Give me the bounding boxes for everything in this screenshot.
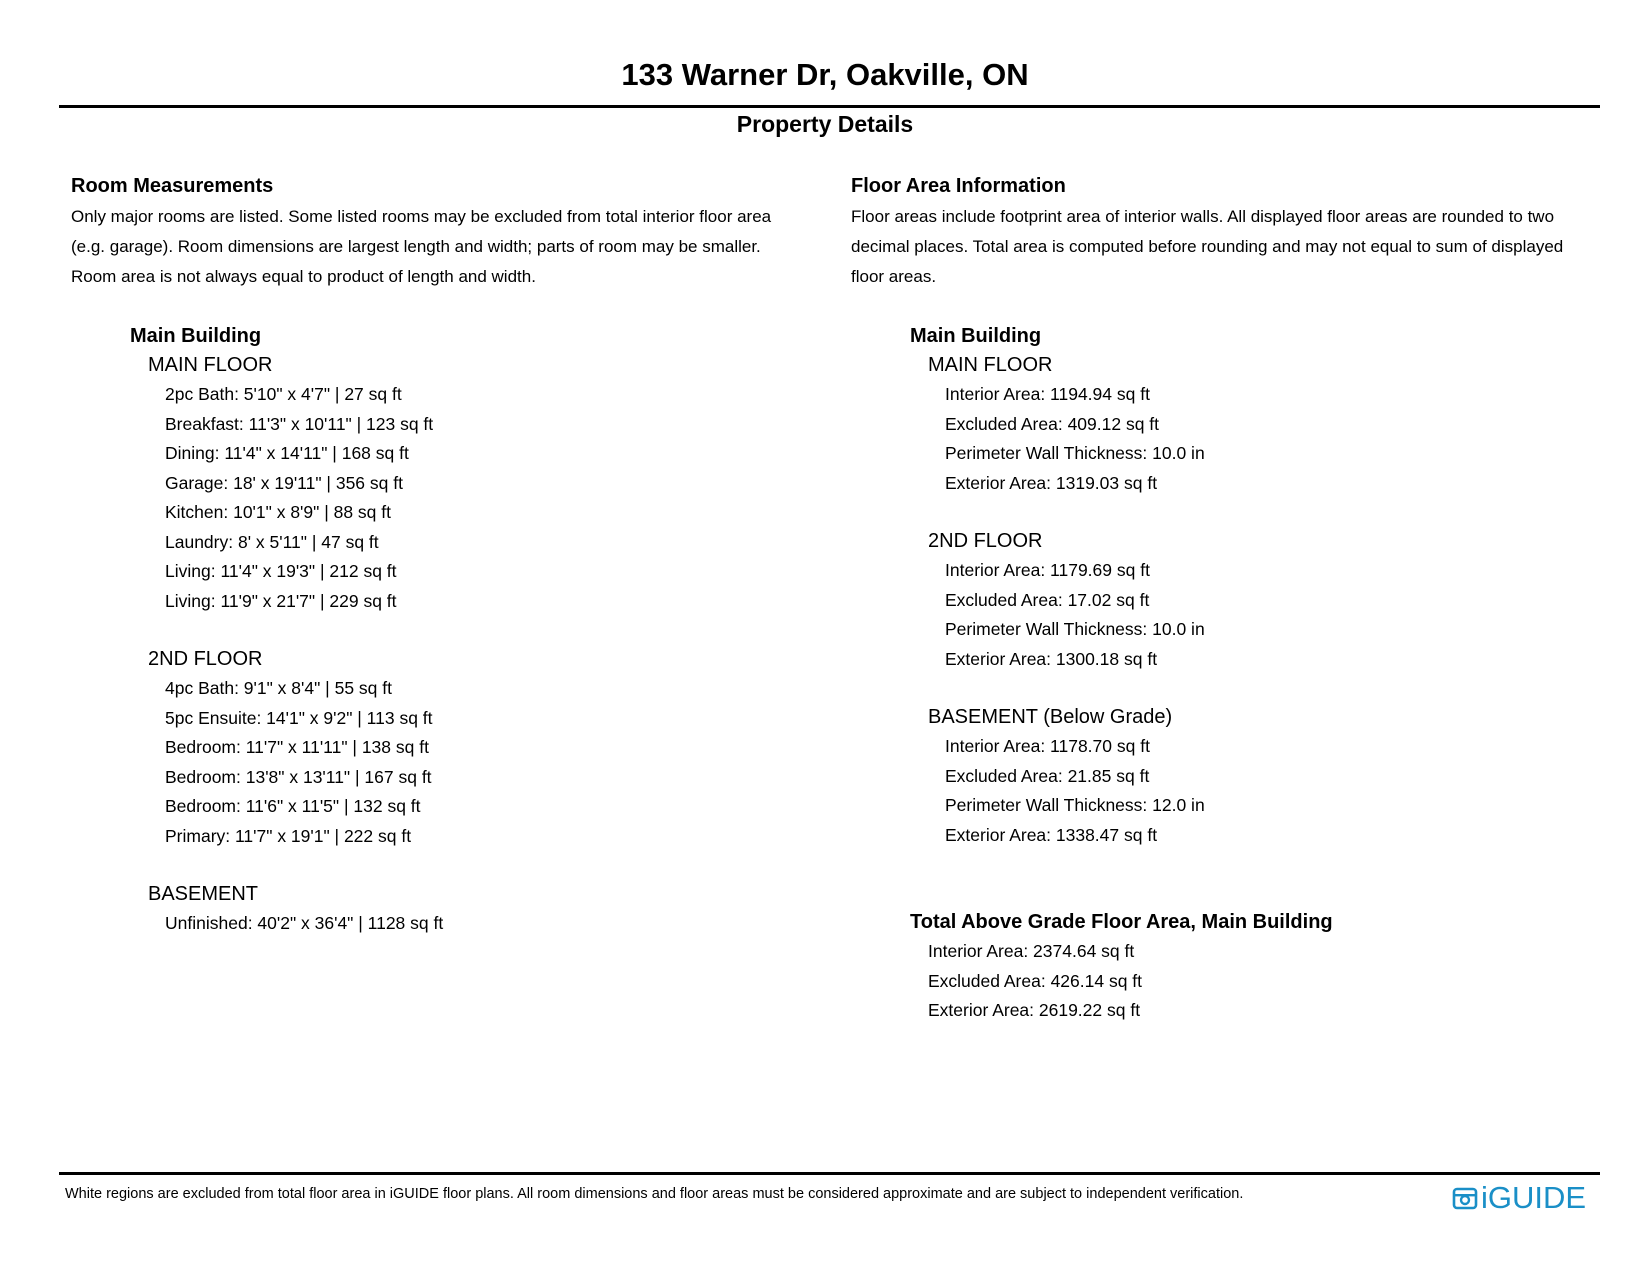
room-measurements-heading: Room Measurements [71, 175, 274, 197]
intro-line: (e.g. garage). Room dimensions are largest length and width; parts of room may be smaller. [71, 237, 761, 256]
iguide-logo [1452, 1181, 1586, 1215]
building-name: Main Building [130, 325, 262, 347]
total-area-item: Exterior Area: 2619.22 sq ft [928, 1000, 1141, 1020]
room-item: Bedroom: 11'6" x 11'5" | 132 sq ft [165, 796, 421, 816]
area-item: Perimeter Wall Thickness: 12.0 in [945, 795, 1205, 815]
iguide-logo-text: iGUIDE [1481, 1180, 1587, 1215]
page-title: 133 Warner Dr, Oakville, ON [621, 57, 1029, 92]
room-measurements-intro [71, 202, 821, 292]
intro-line: decimal places. Total area is computed before rounding and may not equal to sum of displayed [851, 237, 1564, 256]
room-item: Bedroom: 11'7" x 11'11" | 138 sq ft [165, 737, 429, 757]
room-item: Kitchen: 10'1" x 8'9" | 88 sq ft [165, 502, 392, 522]
area-item: Excluded Area: 409.12 sq ft [945, 413, 1160, 434]
floor-heading-2nd: 2ND FLOOR [148, 648, 263, 670]
intro-line: Floor areas include footprint area of interior walls. All displayed floor areas are rounded to two [851, 207, 1555, 226]
area-item: Exterior Area: 1300.18 sq ft [945, 648, 1158, 669]
room-item: 2pc Bath: 5'10" x 4'7" | 27 sq ft [165, 384, 402, 404]
area-item: Perimeter Wall Thickness: 10.0 in [945, 619, 1205, 639]
floor-heading-basement: BASEMENT [148, 883, 259, 905]
area-item: Interior Area: 1194.94 sq ft [945, 384, 1150, 404]
room-item: Unfinished: 40'2" x 36'4" | 1128 sq ft [165, 913, 444, 933]
floor-area-section [851, 172, 1611, 1026]
iguide-camera-icon [1452, 1185, 1478, 1211]
intro-line: Only major rooms are listed. Some listed rooms may be excluded from total interior floor area [71, 207, 772, 226]
area-item: Exterior Area: 1319.03 sq ft [945, 472, 1158, 493]
floor-heading-main: MAIN FLOOR [148, 354, 273, 376]
room-item: Laundry: 8' x 5'11" | 47 sq ft [165, 531, 379, 552]
room-item: Living: 11'9" x 21'7" | 229 sq ft [165, 590, 397, 611]
room-item: Primary: 11'7" x 19'1" | 222 sq ft [165, 825, 412, 846]
room-item: Dining: 11'4" x 14'11" | 168 sq ft [165, 443, 409, 463]
total-area-item: Excluded Area: 426.14 sq ft [928, 970, 1143, 991]
floor-area-intro [851, 202, 1611, 292]
building-name: Main Building [910, 325, 1042, 347]
area-item: Exterior Area: 1338.47 sq ft [945, 824, 1158, 845]
floor-heading-basement: BASEMENT (Below Grade) [928, 706, 1173, 728]
title-rule [59, 105, 1600, 108]
area-item: Interior Area: 1179.69 sq ft [945, 560, 1150, 580]
intro-line: Room area is not always equal to product of length and width. [71, 267, 536, 286]
room-item: Garage: 18' x 19'11" | 356 sq ft [165, 472, 403, 493]
area-item: Interior Area: 1178.70 sq ft [945, 736, 1150, 756]
intro-line: floor areas. [851, 267, 937, 286]
area-item: Excluded Area: 17.02 sq ft [945, 589, 1150, 610]
room-item: Breakfast: 11'3" x 10'11" | 123 sq ft [165, 413, 434, 434]
room-measurements-section [71, 172, 821, 939]
room-item: Bedroom: 13'8" x 13'11" | 167 sq ft [165, 766, 432, 787]
room-item: 4pc Bath: 9'1" x 8'4" | 55 sq ft [165, 678, 392, 698]
floor-heading-main: MAIN FLOOR [928, 354, 1053, 376]
floor-area-heading: Floor Area Information [851, 175, 1066, 197]
area-item: Excluded Area: 21.85 sq ft [945, 765, 1150, 786]
room-item: Living: 11'4" x 19'3" | 212 sq ft [165, 561, 397, 581]
floor-heading-2nd: 2ND FLOOR [928, 530, 1043, 552]
room-item: 5pc Ensuite: 14'1" x 9'2" | 113 sq ft [165, 707, 433, 728]
total-area-item: Interior Area: 2374.64 sq ft [928, 941, 1135, 961]
area-item: Perimeter Wall Thickness: 10.0 in [945, 443, 1205, 463]
footer-rule [59, 1172, 1600, 1175]
footer-disclaimer: White regions are excluded from total floor area in iGUIDE floor plans. All room dimensions and floor areas must be considered approximate and are subject to independent verification. [65, 1186, 1244, 1202]
total-area-heading: Total Above Grade Floor Area, Main Building [910, 911, 1333, 933]
page-subtitle: Property Details [736, 111, 914, 137]
